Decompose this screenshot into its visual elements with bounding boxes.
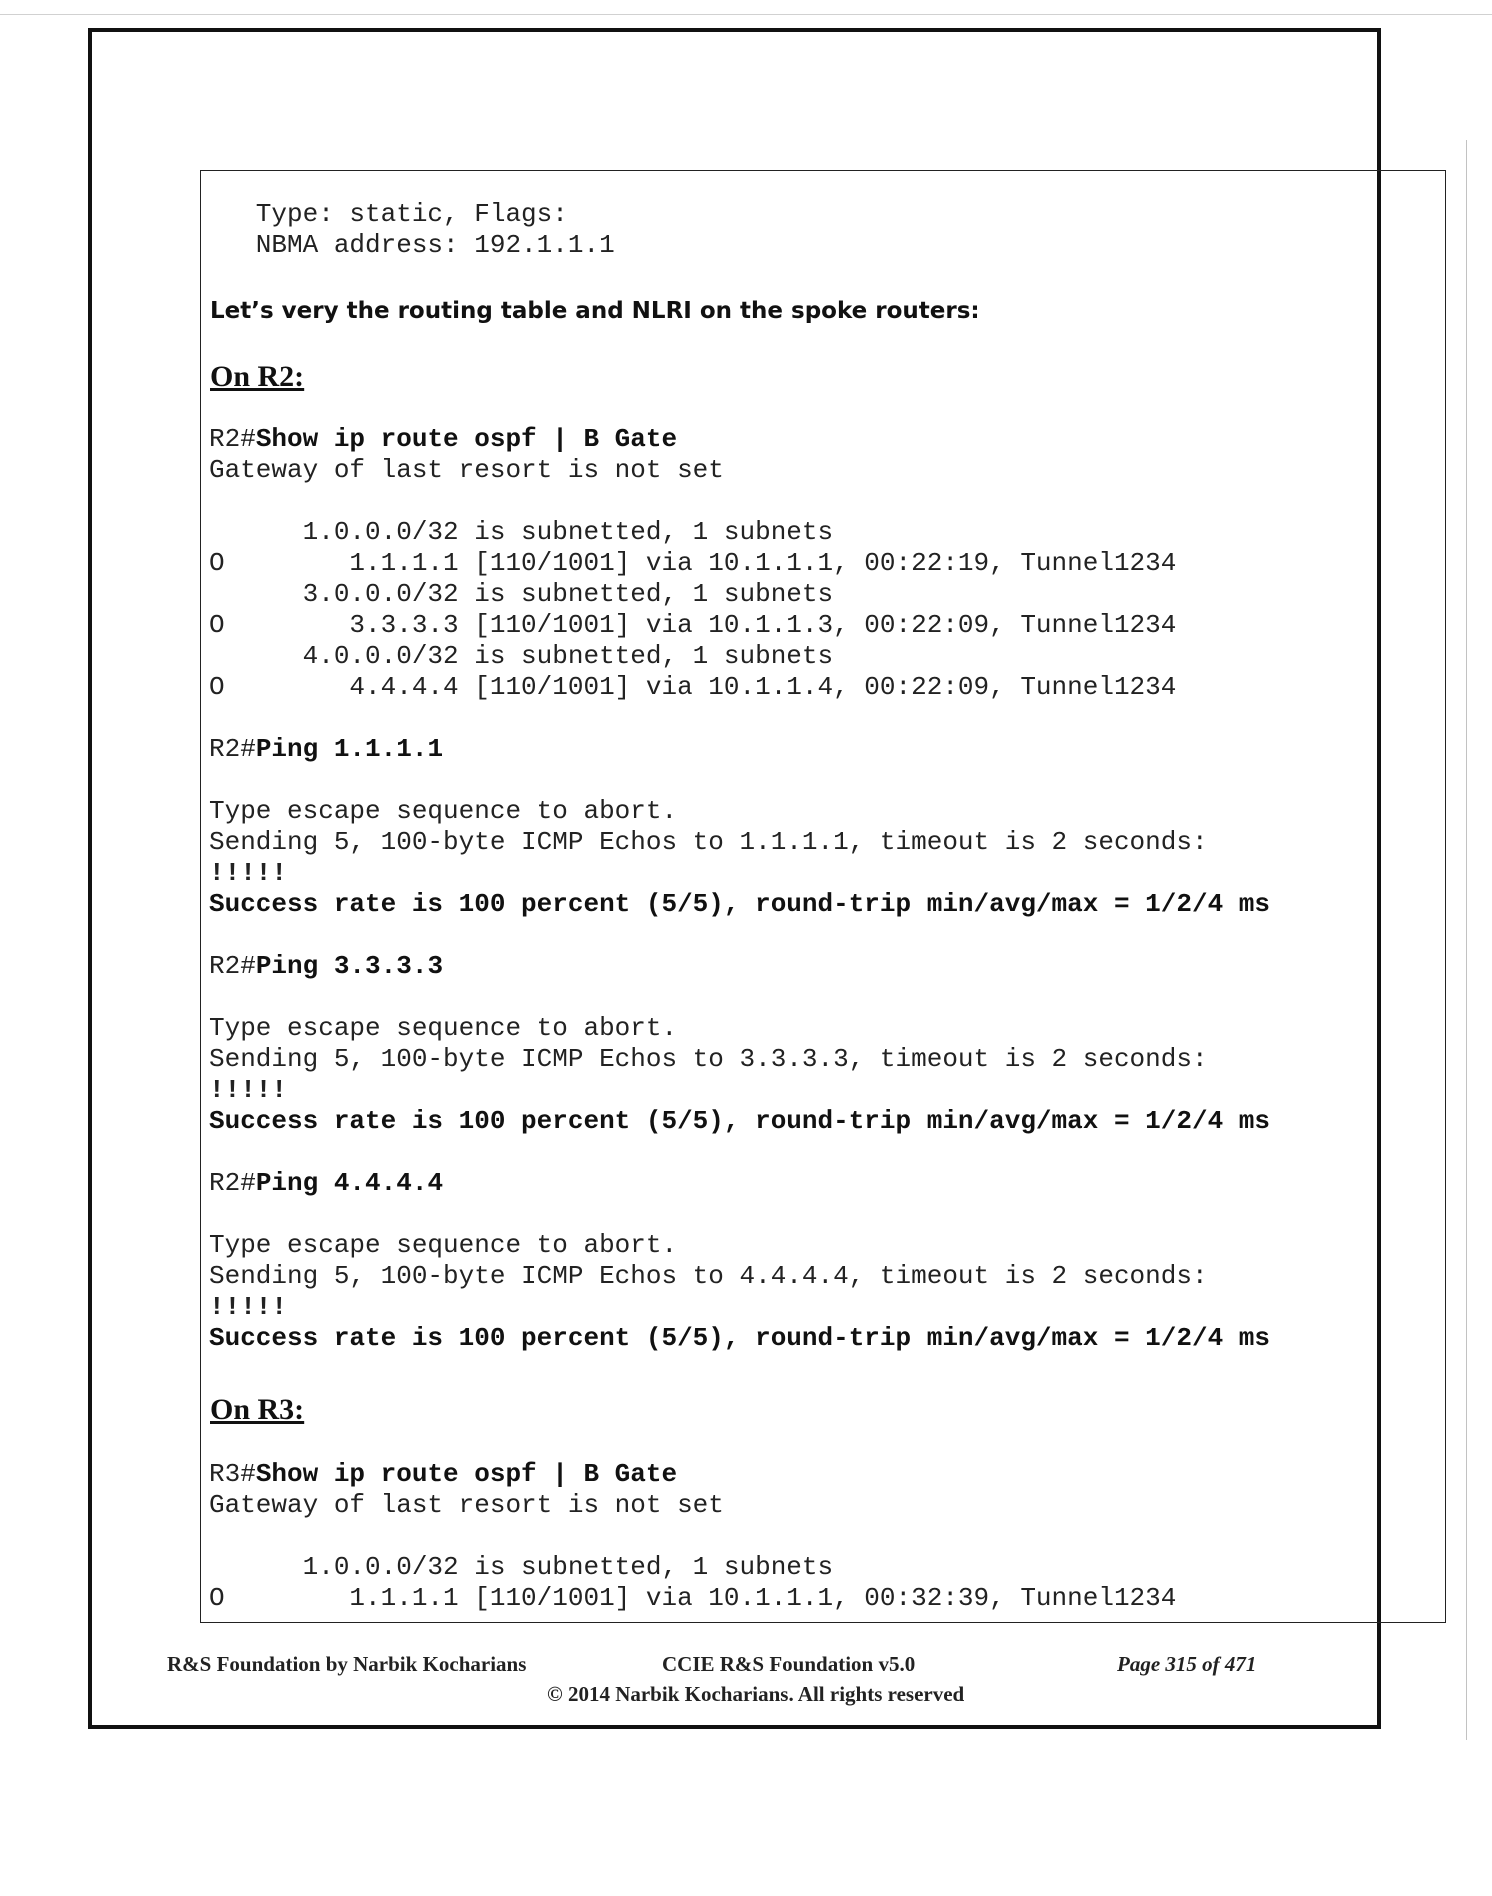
cli-prompt: R2# [209,424,256,454]
ping-result: Success rate is 100 percent (5/5), round-trip min/avg/max = 1/2/4 ms [209,889,1270,919]
cli-command: Ping 4.4.4.4 [255,1168,444,1198]
footer-center: CCIE R&S Foundation v5.0 [662,1652,916,1676]
route-line: 1.0.0.0/32 is subnetted, 1 subnets [209,1552,834,1582]
scan-edge-line [0,14,1492,15]
ping-escape: Type escape sequence to abort. [209,1013,678,1043]
cli-command: Show ip route ospf | B Gate [255,1459,678,1489]
ping-escape: Type escape sequence to abort. [209,1230,678,1260]
cli-prompt: R3# [209,1459,256,1489]
gateway-line: Gateway of last resort is not set [209,455,724,485]
command-line [209,424,677,455]
section-heading-r3: On R3: [210,1393,305,1426]
content-box [200,170,1446,1623]
footer-left: R&S Foundation by Narbik Kocharians [167,1652,527,1676]
ping-command [209,734,443,765]
page-number-text: Page 315 of 471 [1117,1652,1257,1676]
ping-sending: Sending 5, 100-byte ICMP Echos to 1.1.1.1, timeout is 2 seconds: [209,827,1208,857]
cli-prompt: R2# [209,951,256,981]
ping-sending: Sending 5, 100-byte ICMP Echos to 4.4.4.4, timeout is 2 seconds: [209,1261,1208,1291]
footer-page-number [1117,1652,1256,1677]
route-line: 3.0.0.0/32 is subnetted, 1 subnets [209,579,834,609]
ping-bangs: !!!!! [209,858,288,888]
config-line: NBMA address: 192.1.1.1 [209,230,615,260]
intro-text: Let’s very the routing table and NLRI on the spoke routers: [210,298,980,324]
ping-command [209,1168,443,1199]
cli-prompt: R2# [209,734,256,764]
command-line [209,1459,677,1490]
ping-command [209,951,443,982]
section-heading-r2: On R2: [210,360,305,393]
cli-command: Show ip route ospf | B Gate [255,424,678,454]
cli-command: Ping 3.3.3.3 [255,951,444,981]
route-line: O 1.1.1.1 [110/1001] via 10.1.1.1, 00:32:39, Tunnel1234 [209,1583,1177,1613]
route-line: O 1.1.1.1 [110/1001] via 10.1.1.1, 00:22:19, Tunnel1234 [209,548,1177,578]
config-line: Type: static, Flags: [209,199,568,229]
ping-result: Success rate is 100 percent (5/5), round-trip min/avg/max = 1/2/4 ms [209,1106,1270,1136]
route-line: O 4.4.4.4 [110/1001] via 10.1.1.4, 00:22:09, Tunnel1234 [209,672,1177,702]
ping-result: Success rate is 100 percent (5/5), round-trip min/avg/max = 1/2/4 ms [209,1323,1270,1353]
scan-edge-line [1466,140,1467,1740]
cli-command: Ping 1.1.1.1 [255,734,444,764]
page-frame [88,28,1381,1729]
route-line: 1.0.0.0/32 is subnetted, 1 subnets [209,517,834,547]
gateway-line: Gateway of last resort is not set [209,1490,724,1520]
footer-copyright: © 2014 Narbik Kocharians. All rights reserved [547,1682,965,1706]
route-line: 4.0.0.0/32 is subnetted, 1 subnets [209,641,834,671]
cli-prompt: R2# [209,1168,256,1198]
ping-bangs: !!!!! [209,1292,288,1322]
ping-escape: Type escape sequence to abort. [209,796,678,826]
ping-sending: Sending 5, 100-byte ICMP Echos to 3.3.3.3, timeout is 2 seconds: [209,1044,1208,1074]
route-line: O 3.3.3.3 [110/1001] via 10.1.1.3, 00:22:09, Tunnel1234 [209,610,1177,640]
ping-bangs: !!!!! [209,1075,288,1105]
